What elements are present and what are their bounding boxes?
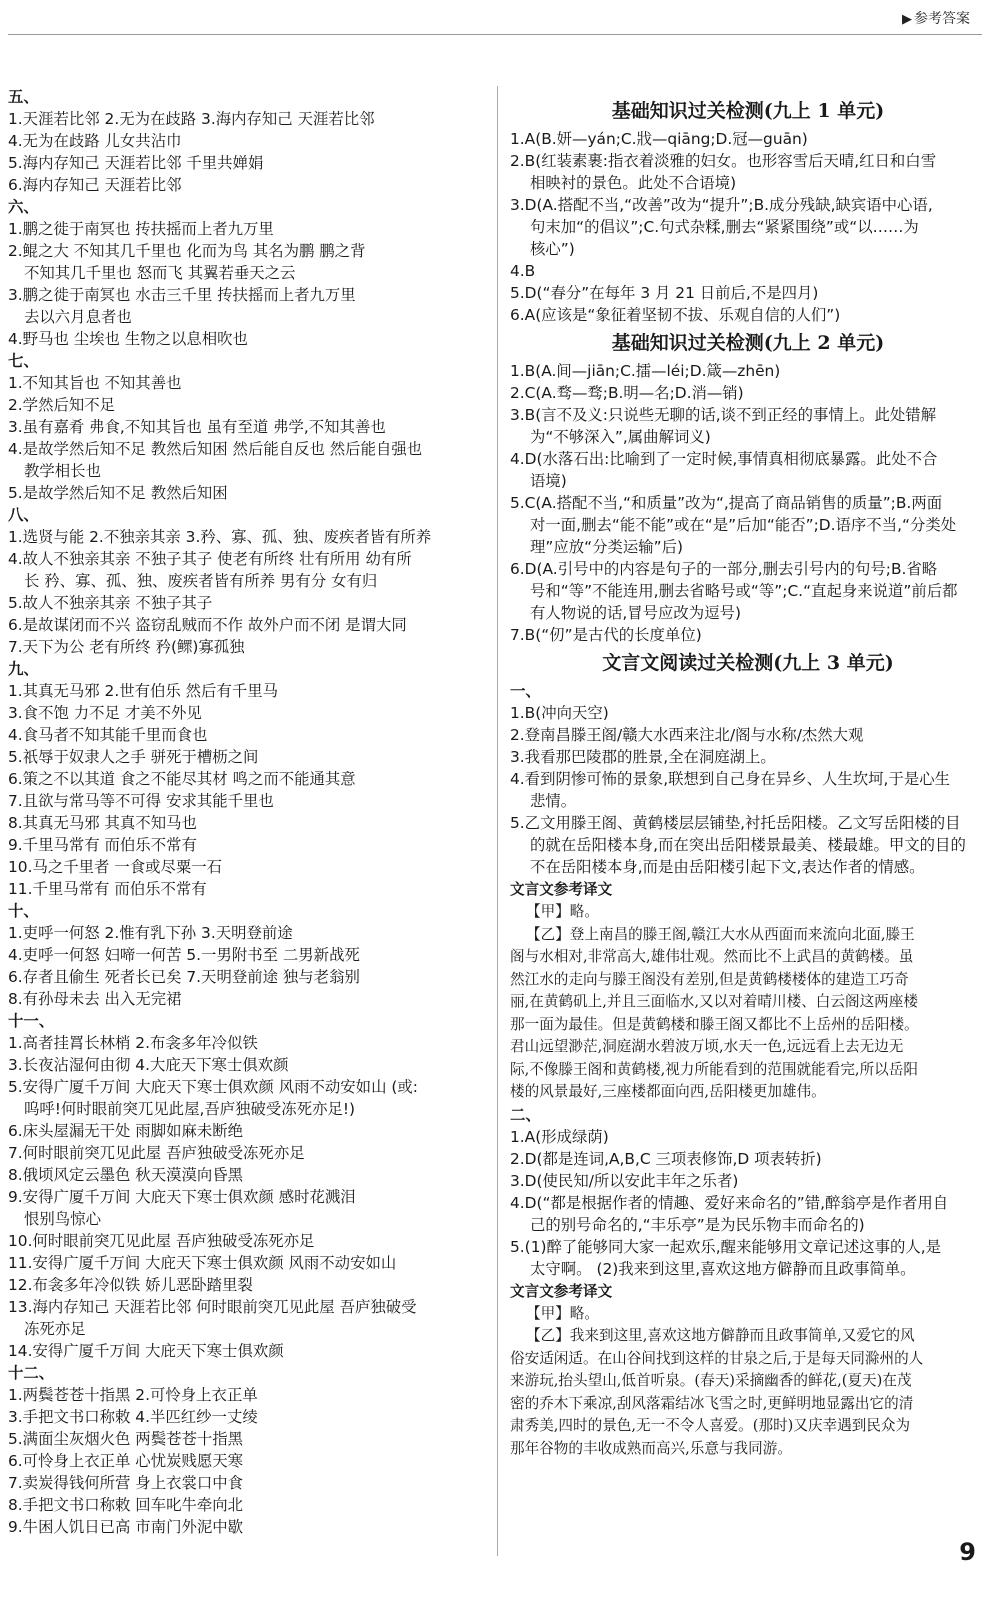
- section-number: 六、: [8, 198, 39, 216]
- answer-line: 8.手把文书口称敕 回车叱牛牵向北: [8, 1496, 244, 1514]
- answer-line: 11.千里马常有 而伯乐不常有: [8, 880, 207, 898]
- answer-line: 理”应放“分类运输”后): [530, 538, 684, 556]
- answer-line: 9.千里马常有 而伯乐不常有: [8, 836, 197, 854]
- answer-line: 1.两鬓苍苍十指黑 2.可怜身上衣正单: [8, 1386, 258, 1404]
- section-number: 一、: [510, 682, 541, 700]
- translation-line: 那年谷物的丰收成熟而高兴,乐意与我同游。: [510, 1439, 792, 1457]
- answer-line: 3.鹏之徙于南冥也 水击三千里 抟扶摇而上者九万里: [8, 286, 356, 304]
- answer-line: 不在岳阳楼本身,而是由岳阳楼引起下文,表达作者的情感。: [530, 858, 925, 876]
- answer-line: 长 矜、寡、孤、独、废疾者皆有所养 男有分 女有归: [24, 572, 378, 590]
- answer-line: 5.是故学然后知不足 教然后知困: [8, 484, 228, 502]
- answer-line: 7.何时眼前突兀见此屋 吾庐独破受冻死亦足: [8, 1144, 305, 1162]
- column-divider: [497, 86, 498, 1556]
- answer-line: 2.D(都是连词,A,B,C 三项表修饰,D 项表转折): [510, 1149, 822, 1168]
- answer-line: 6.策之不以其道 食之不能尽其材 鸣之而不能通其意: [8, 770, 356, 788]
- answer-line: 4.吏呼一何怒 妇啼一何苦 5.一男附书至 二男新战死: [8, 946, 360, 964]
- answer-line: 1.高者挂罥长林梢 2.布衾多年冷似铁: [8, 1034, 258, 1052]
- answer-line: 1.其真无马邪 2.世有伯乐 然后有千里马: [8, 682, 279, 700]
- translation-line: 密的乔木下乘凉,刮风落霜结冰飞雪之时,更鲜明地显露出它的清: [510, 1394, 914, 1412]
- answer-line: 2.B(红装素裹:指衣着淡雅的妇女。也形容雪后天晴,红日和白雪: [510, 152, 937, 170]
- translation-line: 楼的风景最好,三座楼都面向西,岳阳楼更加雄伟。: [510, 1083, 826, 1100]
- answer-line: 1.选贤与能 2.不独亲其亲 3.矜、寡、孤、独、废疾者皆有所养: [8, 528, 432, 546]
- answer-line: 1.A(形成绿荫): [510, 1127, 609, 1146]
- answer-line: 语境): [530, 472, 567, 490]
- answer-line: 3.手把文书口称敕 4.半匹红纱一丈绫: [8, 1408, 258, 1426]
- translation-line: 君山远望渺茫,洞庭湖水碧波万顷,水天一色,远远看上去无边无: [510, 1038, 904, 1055]
- answer-line: 9.安得广厦千万间 大庇天下寒士俱欢颜 感时花溅泪: [8, 1188, 356, 1206]
- answer-line: 3.我看那巴陵郡的胜景,全在洞庭湖上。: [510, 748, 776, 766]
- answer-line: 核心”): [530, 240, 575, 258]
- subsection-heading: 文言文参考译文: [510, 1282, 613, 1300]
- section-number: 二、: [510, 1105, 541, 1124]
- translation-line: 【乙】登上南昌的滕王阁,赣江大水从西面而来流向北面,滕王: [526, 925, 915, 943]
- answer-line: 8.有孙母未去 出入无完裙: [8, 990, 182, 1008]
- answer-line: 4.D(“都是根据作者的情趣、爱好来命名的”错,醉翁亭是作者用自: [510, 1193, 949, 1212]
- answer-line: 6.D(A.引号中的内容是句子的一部分,删去引号内的句号;B.省略: [510, 560, 938, 578]
- subsection-heading: 文言文参考译文: [510, 881, 613, 898]
- answer-line: 2.鲲之大 不知其几千里也 化而为鸟 其名为鹏 鹏之背: [8, 242, 366, 260]
- answer-line: 为“不够深入”,属曲解词义): [530, 428, 711, 446]
- answer-line: 的就在岳阳楼本身,而在突出岳阳楼景最美、楼最雄。甲文的目的: [530, 836, 966, 854]
- answer-line: 2.学然后知不足: [8, 396, 116, 414]
- left-column: [8, 86, 484, 1538]
- answer-line: 3.D(A.搭配不当,“改善”改为“提升”;B.成分残缺,缺宾语中心语,: [510, 196, 933, 214]
- answer-line: 7.且欲与常马等不可得 安求其能千里也: [8, 792, 274, 810]
- page-number: 9: [959, 1538, 976, 1566]
- answer-line: 2.登南昌滕王阁/赣大水西来注北/阁与水称/杰然大观: [510, 726, 864, 744]
- answer-line: 3.D(使民知/所以安此丰年之乐者): [510, 1171, 739, 1190]
- answer-line: 相映衬的景色。此处不合语境): [530, 174, 737, 192]
- answer-line: 5.海内存知己 天涯若比邻 千里共婵娟: [8, 154, 264, 172]
- answer-line: 己的别号命名的,“丰乐亭”是为民乐物丰而命名的): [530, 1215, 865, 1234]
- translation-line: 然江水的走向与滕王阁没有差别,但是黄鹤楼楼体的建造工巧奇: [510, 970, 909, 988]
- answer-line: 2.C(A.骛—骛;B.明—名;D.消—销): [510, 384, 744, 402]
- answer-line: 8.俄顷风定云墨色 秋天漠漠向昏黑: [8, 1166, 244, 1184]
- answer-line: 1.鹏之徙于南冥也 抟扶摇而上者九万里: [8, 220, 274, 238]
- header-rule: [8, 34, 982, 35]
- header-label: 参考答案: [914, 11, 970, 27]
- translation-line: 【甲】略。: [526, 1304, 599, 1322]
- answer-line: 5.满面尘灰烟火色 两鬓苍苍十指黑: [8, 1430, 244, 1448]
- answer-line: 3.B(言不及义:只说些无聊的话,谈不到正经的事情上。此处错解: [510, 406, 937, 424]
- answer-line: 3.虽有嘉肴 弗食,不知其旨也 虽有至道 弗学,不知其善也: [8, 418, 386, 436]
- section-number: 十二、: [8, 1364, 55, 1382]
- answer-line: 恨别鸟惊心: [24, 1210, 101, 1228]
- answer-line: 7.卖炭得钱何所营 身上衣裳口中食: [8, 1474, 244, 1492]
- answer-line: 6.A(应该是“象征着坚韧不拔、乐观自信的人们”): [510, 306, 841, 324]
- translation-line: 【乙】我来到这里,喜欢这地方僻静而且政事简单,又爱它的风: [526, 1327, 915, 1344]
- translation-line: 俗安适闲适。在山谷间找到这样的甘泉之后,于是每天同滁州的人: [510, 1349, 924, 1367]
- translation-line: 那一面为最佳。但是黄鹤楼和滕王阁又都比不上岳州的岳阳楼。: [510, 1015, 919, 1033]
- answer-line: 1.B(冲向天空): [510, 704, 609, 722]
- section-number: 五、: [8, 88, 39, 106]
- answer-line: 6.海内存知己 天涯若比邻: [8, 176, 182, 194]
- answer-line: 6.可怜身上衣正单 心忧炭贱愿天寒: [8, 1452, 244, 1470]
- answer-line: 4.野马也 尘埃也 生物之以息相吹也: [8, 330, 248, 348]
- answer-line: 5.乙文用滕王阁、黄鹤楼层层铺垫,衬托岳阳楼。乙文写岳阳楼的目: [510, 814, 961, 832]
- answer-line: 1.天涯若比邻 2.无为在歧路 3.海内存知己 天涯若比邻: [8, 110, 375, 128]
- translation-line: 际,不像滕王阁和黄鹤楼,视力所能看到的范围就能看完,所以岳阳: [510, 1060, 918, 1078]
- answer-line: 句末加“的倡议”;C.句式杂糅,删去“紧紧围绕”或“以……为: [530, 218, 919, 236]
- answer-line: 4.看到阴惨可怖的景象,联想到自己身在异乡、人生坎坷,于是心生: [510, 770, 951, 788]
- right-column: [510, 94, 986, 1460]
- section-number: 十、: [8, 902, 39, 920]
- answer-line: 1.A(B.妍—yán;C.戕—qiāng;D.冠—guān): [510, 130, 808, 148]
- answer-line: 1.不知其旨也 不知其善也: [8, 374, 182, 392]
- answer-line: 11.安得广厦千万间 大庇天下寒士俱欢颜 风雨不动安如山: [8, 1254, 397, 1272]
- answer-line: 4.故人不独亲其亲 不独子其子 使老有所终 壮有所用 幼有所: [8, 550, 412, 568]
- answer-line: 4.是故学然后知不足 教然后知困 然后能自反也 然后能自强也: [8, 440, 423, 458]
- translation-line: 来游玩,抬头望山,低首听泉。(春天)采摘幽香的鲜花,(夏天)在茂: [510, 1372, 912, 1389]
- answer-line: 6.存者且偷生 死者长已矣 7.天明登前途 独与老翁别: [8, 968, 360, 986]
- section-number: 七、: [8, 352, 39, 370]
- answer-line: 10.何时眼前突兀见此屋 吾庐独破受冻死亦足: [8, 1232, 315, 1250]
- answer-line: 14.安得广厦千万间 大庇天下寒士俱欢颜: [8, 1342, 284, 1360]
- answer-line: 6.床头屋漏无干处 雨脚如麻未断绝: [8, 1122, 244, 1140]
- answer-line: 6.是故谋闭而不兴 盗窃乱贼而不作 故外户而不闭 是谓大同: [8, 616, 407, 634]
- triangle-icon: ▶: [902, 12, 912, 27]
- answer-line: 1.B(A.间—jiān;C.擂—léi;D.箴—zhēn): [510, 362, 781, 380]
- answer-line: 5.D(“春分”在每年 3 月 21 日前后,不是四月): [510, 284, 819, 302]
- answer-line: 12.布衾多年冷似铁 娇儿恶卧踏里裂: [8, 1276, 253, 1294]
- answer-line: 不知其几千里也 怒而飞 其翼若垂天之云: [24, 264, 296, 282]
- answer-line: 8.其真无马邪 其真不知马也: [8, 814, 197, 832]
- answer-line: 7.天下为公 老有所终 矜(鳏)寡孤独: [8, 638, 245, 656]
- answer-line: 4.无为在歧路 儿女共沾巾: [8, 132, 182, 150]
- page-header: [902, 8, 970, 28]
- section-number: 八、: [8, 506, 39, 524]
- answer-line: 4.D(水落石出:比喻到了一定时候,事情真相彻底暴露。此处不合: [510, 450, 938, 468]
- answer-line: 1.吏呼一何怒 2.惟有乳下孙 3.天明登前途: [8, 924, 293, 942]
- answer-line: 教学相长也: [24, 462, 101, 480]
- answer-line: 9.牛困人饥日已高 市南门外泥中歇: [8, 1518, 244, 1536]
- answer-line: 有人物说的话,冒号应改为逗号): [530, 604, 741, 622]
- section-number: 十一、: [8, 1012, 55, 1030]
- answer-line: 对一面,删去“能不能”或在“是”后加“能否”;D.语序不当,“分类处: [530, 516, 957, 534]
- answer-line: 去以六月息者也: [24, 308, 132, 326]
- translation-line: 肃秀美,四时的景色,无一不令人喜爱。(那时)又庆幸遇到民众为: [510, 1417, 911, 1434]
- answer-line: 呜呼!何时眼前突兀见此屋,吾庐独破受冻死亦足!): [24, 1100, 356, 1118]
- answer-line: 5.(1)醉了能够同大家一起欢乐,醒来能够用文章记述这事的人,是: [510, 1237, 942, 1256]
- answer-line: 5.故人不独亲其亲 不独子其子: [8, 594, 213, 612]
- answer-line: 悲情。: [530, 792, 577, 810]
- section-title: 基础知识过关检测(九上 2 单元): [611, 332, 885, 354]
- section-title: 文言文阅读过关检测(九上 3 单元): [602, 652, 894, 674]
- answer-line: 3.食不饱 力不足 才美不外见: [8, 704, 202, 722]
- answer-line: 5.C(A.搭配不当,“和质量”改为“,提高了商品销售的质量”;B.两面: [510, 494, 943, 512]
- section-title: 基础知识过关检测(九上 1 单元): [611, 100, 885, 122]
- answer-line: 3.长夜沾湿何由彻 4.大庇天下寒士俱欢颜: [8, 1056, 289, 1074]
- translation-line: 【甲】略。: [526, 903, 599, 920]
- answer-line: 号和“等”不能连用,删去省略号或“等”;C.“直起身来说道”前后都: [530, 582, 958, 600]
- answer-line: 10.马之千里者 一食或尽粟一石: [8, 858, 223, 876]
- answer-line: 5.祇辱于奴隶人之手 骈死于槽枥之间: [8, 748, 259, 766]
- answer-line: 太守啊。 (2)我来到这里,喜欢这地方僻静而且政事简单。: [530, 1259, 916, 1278]
- answer-line: 4.食马者不知其能千里而食也: [8, 726, 208, 744]
- answer-line: 7.B(“仞”是古代的长度单位): [510, 626, 702, 644]
- translation-line: 阁与水相对,非常高大,雄伟壮观。然而比不上武昌的黄鹤楼。虽: [510, 948, 914, 965]
- answer-line: 4.B: [510, 262, 536, 280]
- translation-line: 丽,在黄鹤矶上,并且三面临水,又以对着晴川楼、白云阁这两座楼: [510, 993, 918, 1010]
- section-number: 九、: [8, 660, 39, 678]
- answer-line: 13.海内存知己 天涯若比邻 何时眼前突兀见此屋 吾庐独破受: [8, 1298, 417, 1316]
- answer-line: 冻死亦足: [24, 1320, 86, 1338]
- answer-line: 5.安得广厦千万间 大庇天下寒士俱欢颜 风雨不动安如山 (或:: [8, 1078, 418, 1096]
